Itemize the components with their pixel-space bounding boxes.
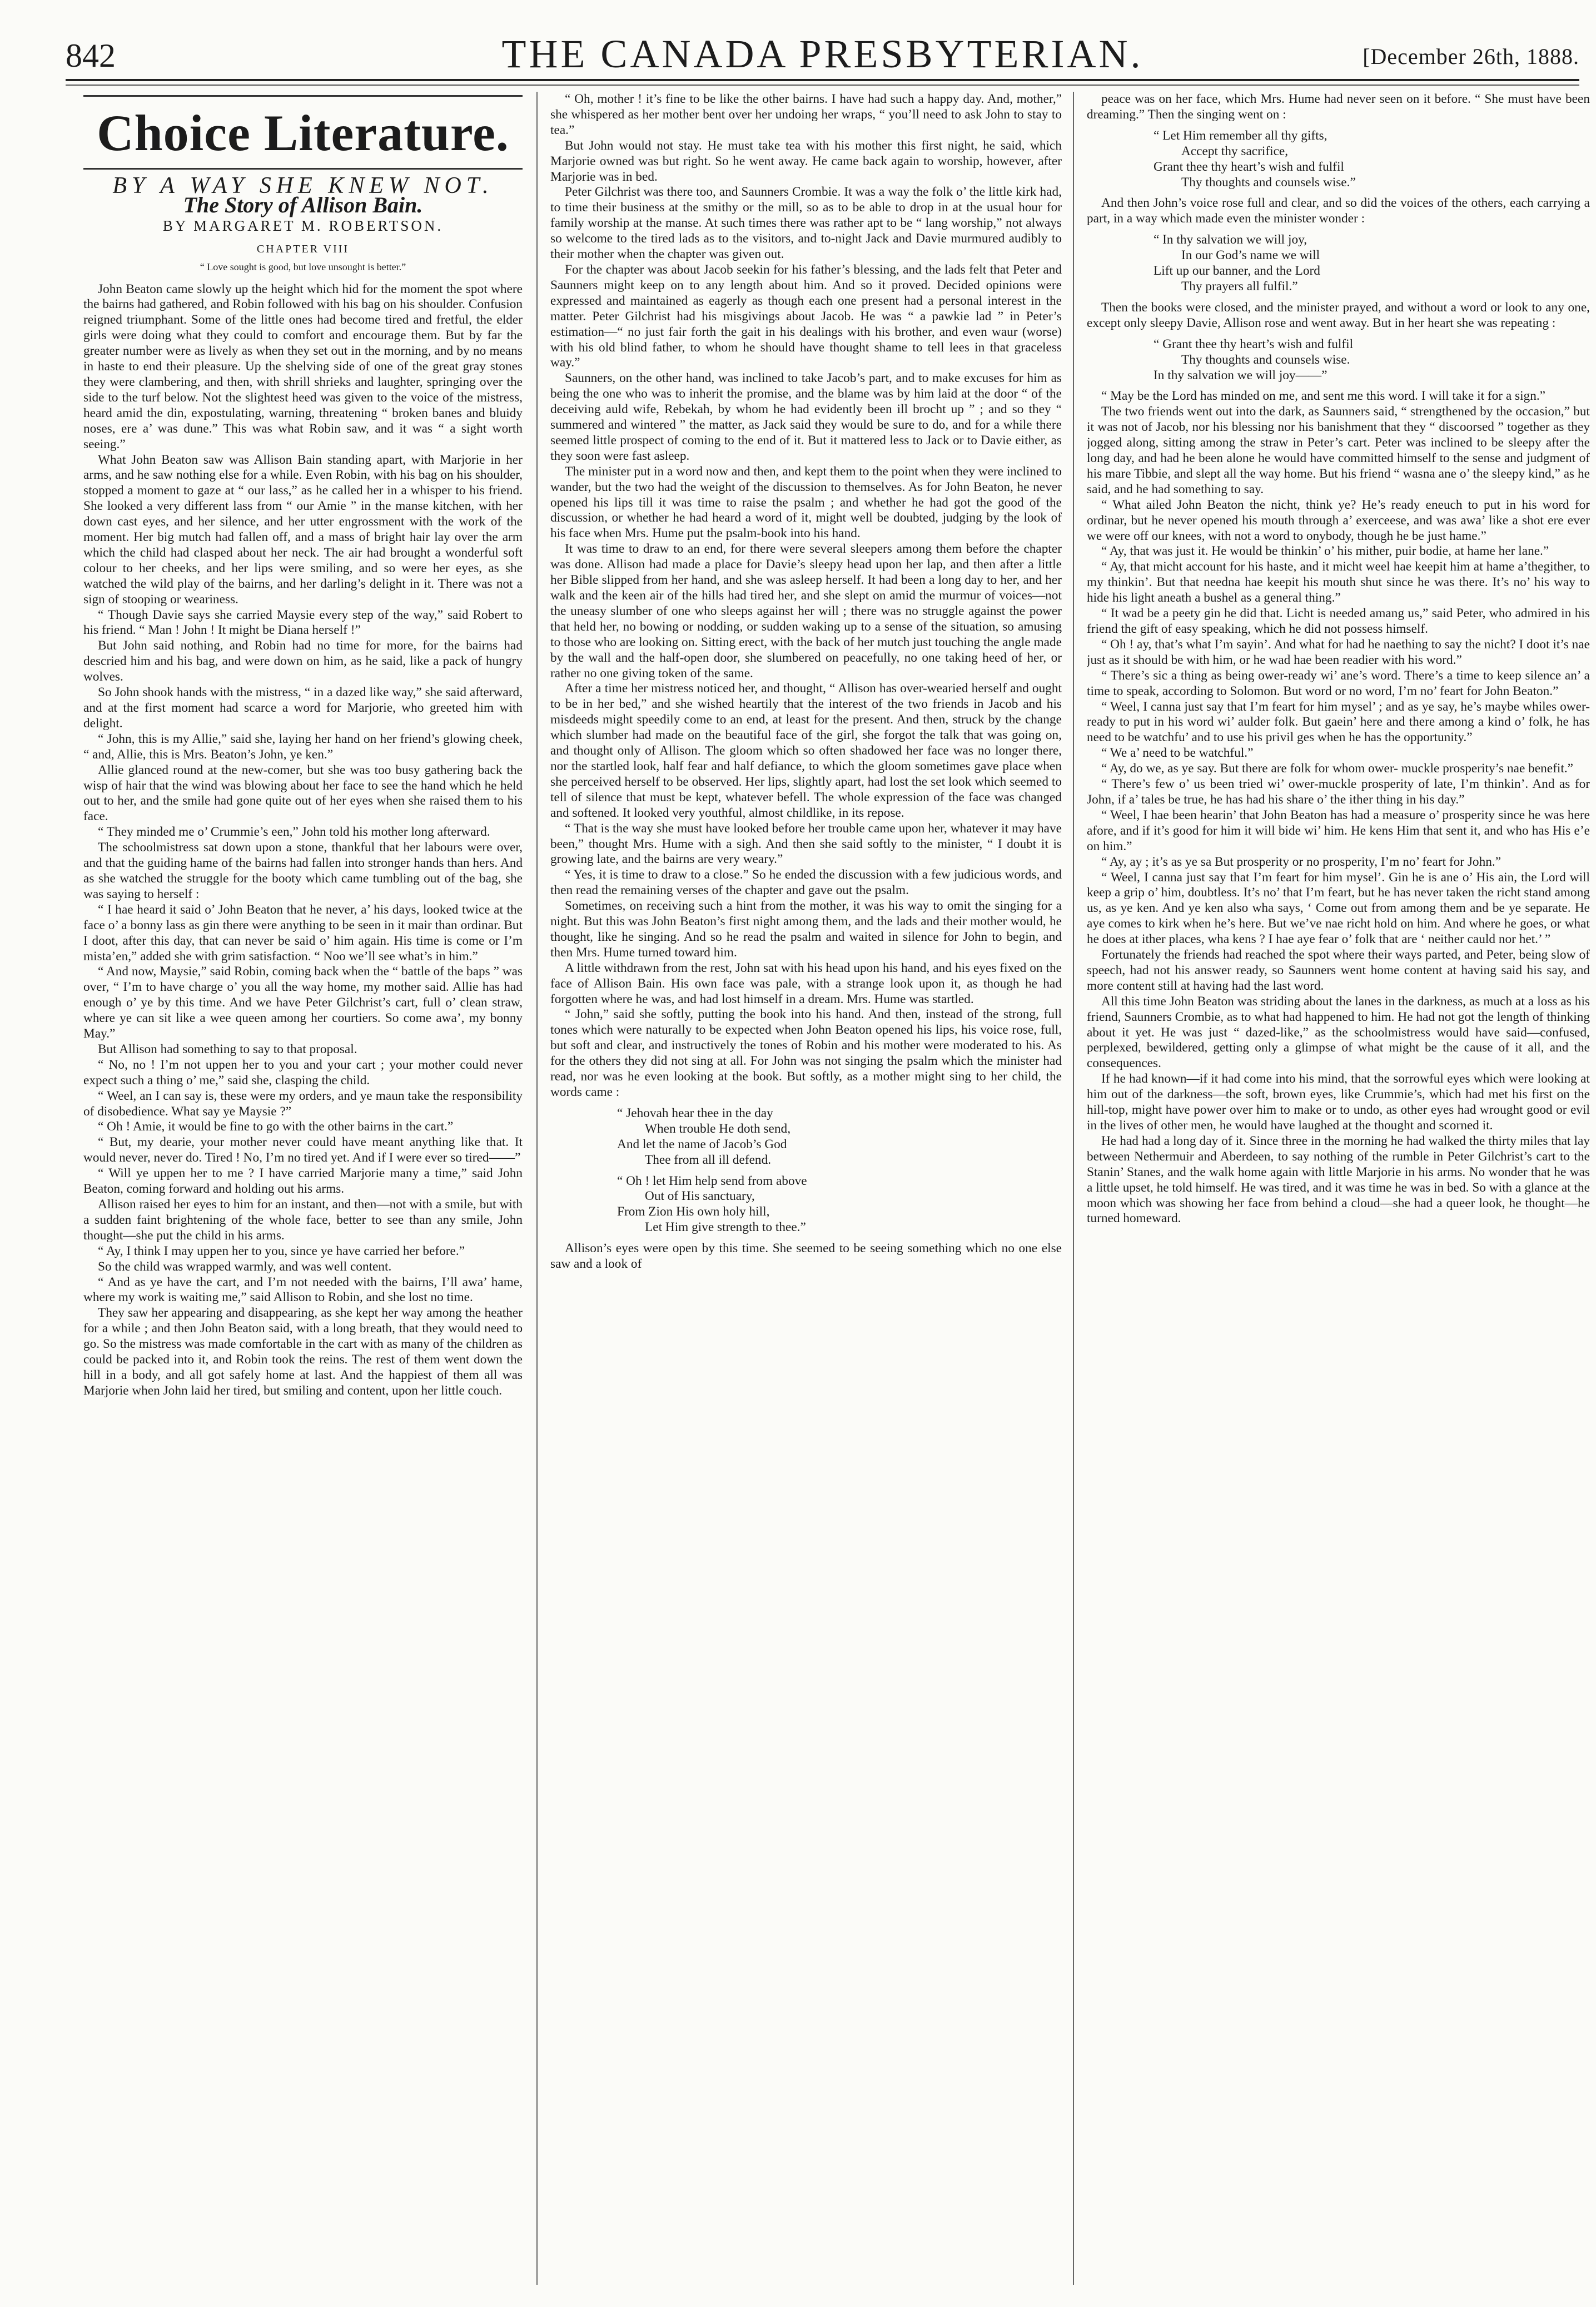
paragraph: “ Ay, that was just it. He would be thinkin’ o’ his mither, puir bodie, at hame her lane.”	[1101, 544, 1549, 559]
paragraph: “ Oh ! Amie, it would be fine to go with the other bairns in the cart.”	[98, 1119, 454, 1134]
paragraph: But John would not stay. He must take tea with his mother this first night, he said, which Marjorie owned was but right. So he went away. He came back again to worship, however, after Marjorie was in bed.	[550, 138, 1062, 184]
paragraph: “ Will ye uppen her to me ? I have carried Marjorie many a time,” said John Beaton, coming forward and holding out his arms.	[83, 1166, 523, 1197]
masthead	[66, 29, 1579, 76]
verse-line: “ Let Him remember all thy gifts,	[1154, 128, 1327, 143]
paragraph: Fortunately the friends had reached the spot where their ways parted, and Peter, being slow of speech, had not his answer ready, so Saunners went home content at having said his say, and more content still at having had the last word.	[1087, 947, 1590, 993]
verse-line: “ Oh ! let Him help send from above	[617, 1173, 807, 1188]
paragraph: What John Beaton saw was Allison Bain standing apart, with Marjorie in her arms, and he saw nothing else for a while. Even Robin, with his bag on his shoulder, stopped a moment to gaze at “ our lass,” as he called her in a whisper to his friend. She looked a very different lass from “ our Amie ” in the manse kitchen, with her down cast eyes, and her silence, and her utter engrossment with the work of the moment. Her big mutch had fallen off, and a mass of bright hair lay over the arm which the child had clasped about her neck. The air had brought a wonderful soft colour to her cheeks, and her lips were smiling, and so were her eyes, as she watched the wild play of the bairns, and her darling’s delight in it. There was not a sign of stooping or weariness.	[83, 452, 523, 607]
paragraph: Saunners, on the other hand, was inclined to take Jacob’s part, and to make excuses for him as being the one who was to inherit the promise, and the blame was by him laid at the door “ of the deceiving auld wife, Rebekah, by whom he had evidently been ill brocht up ” ; and so they “ summered and wintered ” the matter, as Jack said they would be sure to do, and for a while there seemed little prospect of coming to the end of it. But it mattered less to Jack or to Davie either, as they soon were fast asleep.	[550, 371, 1062, 463]
paragraph: “ That is the way she must have looked before her trouble came upon her, whatever it may have been,” thought Mrs. Hume with a sigh. And then she said softly to the minister, “ I doubt it is growing late, and the bairns are very weary.”	[550, 821, 1062, 867]
story-subtitle: The Story of Allison Bain.	[183, 192, 423, 217]
paragraph: Allison’s eyes were open by this time. She seemed to be seeing something which no one else saw and a look of	[550, 1241, 1062, 1272]
paragraph: So the child was wrapped warmly, and was well content.	[98, 1259, 392, 1274]
paragraph: Peter Gilchrist was there too, and Saunners Crombie. It was a way the folk o’ the little kirk had, to time their business at the smithy or the mill, so as to be able to drop in at the usual hour for family worship at the manse. At such times there was rather apt to be “ lang worship,” not always so welcome to the tired lads as to the visitors, and to-night Jack and Davie murmured audibly to their mother when the chapter was given out.	[550, 185, 1062, 262]
paragraph: “ John,” said she softly, putting the book into his hand. And then, instead of the strong, full tones which were naturally to be expected when John Beaton opened his lips, his voice rose, full, but soft and clear, and instructively the tones of Robin and his mother were moderated to his. As for the others they did not sing at all. For John was not singing the psalm which the minister had read, nor was he even looking at the book. But softly, as a mother might sing to her child, the words came :	[550, 1007, 1062, 1099]
page-number: 842	[66, 37, 116, 74]
masthead-rule-thin	[66, 85, 1579, 86]
paragraph: For the chapter was about Jacob seekin for his father’s blessing, and the lads felt that Peter and Saunners might keep on to any length about him. And so it proved. Decided opinions were expressed and maintained as eagerly as though each one present had a personal interest in the matter. Peter Gilchrist had his misgivings about Jacob. He was “ a pawkie lad ” in Peter’s estimation—“ no just fair forth the gait in his dealings with his brother, and even waur (worse) with his old blind father, to whom he should have thought shame to tell lees in that graceless way.”	[550, 262, 1062, 370]
paragraph: peace was on her face, which Mrs. Hume had never seen on it before. “ She must have been dreaming.” Then the singing went on :	[1087, 92, 1590, 122]
paragraph: “ They minded me o’ Crummie’s een,” John told his mother long afterward.	[98, 825, 490, 840]
column-text	[83, 282, 523, 1399]
verse-stanza	[1154, 232, 1590, 295]
column-text	[550, 92, 1062, 1272]
paragraph: “ John, this is my Allie,” said she, laying her hand on her friend’s glowing cheek, “ and, Allie, this is Mrs. Beaton’s John, ye ken.”	[83, 731, 523, 762]
paragraph: They saw her appearing and disappearing, as she kept her way among the heather for a while ; and then John Beaton said, with a long breath, that they would need to go. So the mistress was made comfortable in the cart with as many of the children as could be packed into it, and Robin took the reins. The rest of them went down the hill in a body, and all got safely home at last. And the happiest of them all was Marjorie when John laid her tired, but smiling and content, upon her little couch.	[83, 1306, 523, 1398]
column-divider	[536, 92, 538, 2285]
paragraph: “ Ay, that micht account for his haste, and it micht weel hae keepit him at hame a’thegither, to my thinkin’. But that needna hae keepit his mouth shut since he was there. It’s no’ his way to hide his light aneath a bushel as a general thing.”	[1087, 559, 1590, 606]
verse-line: When trouble He doth send,	[645, 1121, 791, 1136]
paragraph: “ Ay, I think I may uppen her to you, since ye have carried her before.”	[98, 1243, 465, 1258]
paragraph: So John shook hands with the mistress, “ in a dazed like way,” she said afterward, and at the first moment had scarce a word for Marjorie, who greeted him with delight.	[83, 685, 523, 731]
paragraph: But Allison had something to say to that proposal.	[98, 1041, 357, 1056]
verse-line: Accept thy sacrifice,	[1181, 143, 1289, 158]
paragraph: “ Weel, an I can say is, these were my orders, and ye maun take the responsibility of disobedience. What say ye Maysie ?”	[83, 1088, 523, 1119]
paper-title: THE CANADA PRESBYTERIAN.	[501, 32, 1143, 76]
column-1	[83, 92, 523, 2288]
paragraph: All this time John Beaton was striding about the lanes in the darkness, as much at a loss as his friend, Saunners Crombie, as to what had happened to him. He had not got the length of thinking about it yet. He was just “ dazed-like,” as the schoolmistress would have said—confused, perplexed, bewildered, getting only a glimpse of what might be the cause of it all, and the consequences.	[1087, 994, 1590, 1071]
paragraph: “ There’s few o’ us been tried wi’ ower-muckle prosperity of late, I’m thinkin’. And as for John, if a’ tales be true, he has had his share o’ the ither thing in his day.”	[1087, 777, 1590, 807]
paragraph: “ But, my dearie, your mother never could have meant anything like that. It would never, never do. Tired ! No, I’m no tired yet. And if I were ever so tired——”	[83, 1135, 523, 1165]
paragraph: “ And as ye have the cart, and I’m not needed with the bairns, I’ll awa’ hame, where my work is waiting me,” said Allison to Robin, and she lost no time.	[83, 1274, 523, 1305]
section-heading: Choice Literature.	[97, 105, 509, 161]
section-rule	[83, 95, 523, 97]
verse-stanza	[1154, 337, 1590, 384]
paragraph: And then John’s voice rose full and clear, and so did the voices of the others, each carrying a part, in a way which made even the minister wonder :	[1087, 196, 1590, 226]
verse-line: Out of His sanctuary,	[645, 1189, 755, 1204]
paragraph: A little withdrawn from the rest, John sat with his head upon his hand, and his eyes fixed on the face of Allison Bain. His own face was pale, with a strange look upon it, as though he had forgotten where he was, and had lost himself in a dream. Mrs. Hume was startled.	[550, 960, 1062, 1006]
chapter-motto: “ Love sought is good, but love unsought is better.”	[200, 261, 406, 272]
story-byline: BY MARGARET M. ROBERTSON.	[162, 217, 444, 234]
paragraph: “ It wad be a peety gin he did that. Licht is needed amang us,” said Peter, who admired in his friend the gift of easy speaking, which he did not possess himself.	[1087, 606, 1590, 636]
paragraph: “ And now, Maysie,” said Robin, coming back when the “ battle of the baps ” was over, “ I’m to have charge o’ you all the way home, my mother said. Allie has had enough o’ ye by this time. And we have Peter Gilchrist’s cart, full o’ clean straw, where ye can sit like a wee queen among her courtiers. So come awa’, my bonny May.”	[83, 964, 523, 1041]
masthead-rule	[66, 79, 1579, 81]
paragraph: “ Ay, do we, as ye say. But there are folk for whom ower- muckle prosperity’s nae benefit.”	[1101, 761, 1573, 776]
section-rule	[83, 168, 523, 170]
paragraph: “ Oh ! ay, that’s what I’m sayin’. And what for had he naething to say the nicht? I doot it’s nae just as it should be with him, or he wad hae been readier with his word.”	[1087, 637, 1590, 667]
verse-line: In our God’s name we will	[1181, 248, 1320, 263]
paragraph: “ No, no ! I’m not uppen her to you and your cart ; your mother could never expect such a thing o’ me,” said she, clasping the child.	[83, 1057, 523, 1088]
paragraph: John Beaton came slowly up the height which hid for the moment the spot where the bairns had gathered, and Robin followed with his bag on his shoulder. Confusion reigned triumphant. Some of the little ones had become tired and fretful, the elder girls were doing what they could to comfort and encourage them. But by far the greater number were as lively as when they set out in the morning, and by no means in haste to end their pleasure. Up the shelving side of one of the great gray stones they were clambering, and then, with shrill shrieks and laughter, springing over the side to the turf below. Not the slightest heed was given to the voice of the mistress, heard amid the din, expostulating, warning, threatening “ broken banes and bluidy noses, ere a’ was dune.” This was what Robin saw, and it was “ a sight worth seeing.”	[83, 281, 523, 452]
column-2	[550, 92, 1062, 2288]
story-title: BY A WAY SHE KNEW NOT.	[112, 173, 494, 199]
verse-line: And let the name of Jacob’s God	[617, 1137, 787, 1152]
verse-line: Thy thoughts and counsels wise.	[1181, 352, 1350, 367]
verse-line: “ Jehovah hear thee in the day	[617, 1105, 773, 1120]
paragraph: “ We a’ need to be watchful.”	[1101, 746, 1254, 761]
paragraph: He had had a long day of it. Since three in the morning he had walked the thirty miles that lay between Nethermuir and Aberdeen, to say nothing of the rumble in Peter Gilchrist’s cart to the Stanin’ Stanes, and the walk home again with little Marjorie in his arms. No wonder that he was a little upset, he told himself. He was tired, and it was time he was in bed. So with a glance at the moon which was showing her face from behind a cloud—she had a queer look, he thought—he turned homeward.	[1087, 1133, 1590, 1226]
paragraph: Sometimes, on receiving such a hint from the mother, it was his way to omit the singing for a night. But this was John Beaton’s first night among them, and the lads and their mother would, he thought, like he singing. And so he read the psalm and waited in silence for John to begin, and then Mrs. Hume turned toward him.	[550, 899, 1062, 960]
verse-line: Thee from all ill defend.	[645, 1152, 772, 1167]
column-3	[1087, 92, 1590, 2288]
paragraph: “ Yes, it is time to draw to a close.” So he ended the discussion with a few judicious words, and then read the remaining verses of the chapter and gave out the psalm.	[550, 867, 1062, 898]
paragraph: It was time to draw to an end, for there were several sleepers among them before the chapter was done. Allison had made a place for Davie’s sleepy head upon her lap, and then after a little her Bible slipped from her hand, and she was asleep herself. It had been a long day to her, and her walk and the keen air of the hills had tired her, and she slept on amid the murmur of voices—not the uneasy slumber of one who sleeps against her will ; there was no struggle against the power that held her, no bowing or nodding, or sudden waking up to a sense of the situation, so amusing to those who are looking on. Sitting erect, with the back of her mutch just touching the angle made by the wall and the half-open door, she slumbered on peacefully, no one taking heed of her, or rather no one giving token of the same.	[550, 542, 1062, 681]
paragraph: “ Ay, ay ; it’s as ye sa But prosperity or no prosperity, I’m no’ feart for John.”	[1101, 854, 1501, 869]
verse-line: Thy prayers all fulfil.”	[1181, 279, 1298, 294]
paragraph: Allie glanced round at the new-comer, but she was too busy gathering back the wisp of hair that the wind was blowing about her face to see the hand which he held out to her, and the smile had gone quite out of her eyes when she raised them to his face.	[83, 762, 523, 824]
paragraph: “ There’s sic a thing as being ower-ready wi’ ane’s word. There’s a time to keep silence an’ a time to speak, according to Solomon. But word or no word, I’m no’ feart for John Beaton.”	[1087, 668, 1590, 698]
paragraph: “ Weel, I canna just say that I’m feart for him mysel’ ; and as ye say, he’s maybe whiles ower-ready to put in his word wi’ aulder folk. But gaein’ here and there among a kind o’ folk, he has need to be watchfu’ and to use his privil ges when he has the opportunity.”	[1087, 699, 1590, 745]
paragraph: The two friends went out into the dark, as Saunners said, “ strengthened by the occasion,” but it was not of Jacob, nor his blessing nor his banishment that they “ discoorsed ” together as they jogged along, sitting among the straw in Peter’s cart. Peter was inclined to be sleepy after the long day, and had he been alone he would have committed himself to the sense and judgment of his mare Tibbie, and slept all the way home. But his friend “ wasna ane o’ the sleepy kind,” as he said, and he had something to say.	[1087, 404, 1590, 497]
paragraph: “ Though Davie says she carried Maysie every step of the way,” said Robert to his friend. “ Man ! John ! It might be Diana herself !”	[83, 607, 523, 638]
verse-line: Grant thee thy heart’s wish and fulfil	[1154, 159, 1344, 174]
verse-line: Let Him give strength to thee.”	[645, 1220, 806, 1235]
column-divider	[1073, 92, 1074, 2285]
paragraph: After a time her mistress noticed her, and thought, “ Allison has over-wearied herself and ought to be in her bed,” and she wished heartily that the interest of the two friends in Jacob and his misdeeds might speedily come to an end, at least for the present. And then, struck by the change which slumber had made on the beautiful face of the girl, she forgot the talk that was going on, and thought only of Allison. The gloom which so often shadowed her face was no longer there, nor the startled look, half fear and half defiance, to which the gloom sometimes gave place when she perceived herself to be observed. Her lips, slightly apart, had lost the set look which seemed to tell of silence that must be kept, whatever befell. The whole expression of the face was changed and softened. It looked very youthful, almost childlike, in its repose.	[550, 681, 1062, 820]
column-text	[1087, 92, 1590, 1227]
verse-stanza	[617, 1106, 1062, 1168]
verse-line: “ In thy salvation we will joy,	[1154, 232, 1307, 247]
verse-line: In thy salvation we will joy——”	[1154, 368, 1327, 383]
paragraph: “ Weel, I canna just say that I’m feart for him mysel’. Gin he is ane o’ His ain, the Lord will keep a grip o’ him, doubtless. It’s no’ that I’m feart, but he has never taken the richt stand among us, as ye ken. And ye ken also wha says, ‘ Come out from among them and be ye separate. He aye comes to kirk when he’s here. But we’ve nae richt hold on him. And where he goes, or what he does at ither places, wha kens ? I hae aye fear o’ folk that are ‘ neither cauld nor het.’ ”	[1087, 870, 1590, 947]
paragraph: The minister put in a word now and then, and kept them to the point when they were inclined to wander, but the two had the weight of the discussion to themselves. As for John Beaton, he never opened his lips till it was time to raise the psalm ; and whether he had got the good of the discussion, or whether he had heard a word of it, might well be doubted, judging by the look of his face when Mrs. Hume put the psalm-book into his hand.	[550, 464, 1062, 541]
paragraph: “ I hae heard it said o’ John Beaton that he never, a’ his days, looked twice at the face o’ a bonny lass as gin there were anything to be seen in it mair than ordinar. But I doot, after this day, that can never be said o’ him again. His time is come or I’m mista’en,” added she with grim satisfaction. “ Noo we’ll see what’s in him.”	[83, 902, 523, 964]
paragraph: But John said nothing, and Robin had no time for more, for the bairns had descried him and his bag, and were down on him, as he said, like a pack of hungry wolves.	[83, 638, 523, 684]
paragraph: “ Weel, I hae been hearin’ that John Beaton has had a measure o’ prosperity since he was here afore, and if it’s good for him it will bide wi’ him. He kens Him that sent it, and who has His e’e on him.”	[1087, 807, 1590, 854]
verse-stanza	[617, 1174, 1062, 1236]
issue-date: [December 26th, 1888.	[1363, 44, 1579, 69]
paragraph: If he had known—if it had come into his mind, that the sorrowful eyes which were looking at him out of the darkness—the soft, brown eyes, like Crummie’s, which had met his first on the hill-top, might have power over him to make or to undo, as other eyes had wrought good or evil in the lives of other men, he would have laughed at the thought and scorned it.	[1087, 1071, 1590, 1133]
paragraph: “ Oh, mother ! it’s fine to be like the other bairns. I have had such a happy day. And, mother,” she whispered as her mother bent over her undoing her wraps, “ you’ll need to ask John to stay to tea.”	[550, 92, 1062, 137]
verse-line: “ Grant thee thy heart’s wish and fulfil	[1154, 336, 1354, 351]
verse-line: Thy thoughts and counsels wise.”	[1181, 175, 1356, 190]
paragraph: Then the books were closed, and the minister prayed, and without a word or look to any one, except only sleepy Davie, Allison rose and went away. But in her heart she was repeating :	[1087, 300, 1590, 330]
paragraph: Allison raised her eyes to him for an instant, and then—not with a smile, but with a sudden faint brightening of the whole face, better to see than any smile, John thought—she put the child in his arms.	[83, 1197, 523, 1243]
verse-line: Lift up our banner, and the Lord	[1154, 264, 1320, 279]
chapter-heading: CHAPTER VIII	[256, 242, 350, 255]
verse-stanza	[1154, 128, 1590, 191]
paragraph: “ May be the Lord has minded on me, and sent me this word. I will take it for a sign.”	[1101, 389, 1546, 404]
verse-line: From Zion His own holy hill,	[617, 1204, 770, 1219]
paragraph: The schoolmistress sat down upon a stone, thankful that her labours were over, and that the guiding hame of the bairns had fallen into stronger hands than hers. And as she watched the struggle for the booty which came tumbling out of the bag, she was saying to herself :	[83, 840, 523, 901]
paragraph: “ What ailed John Beaton the nicht, think ye? He’s ready eneuch to put in his word for ordinar, but he never opened his mouth through a’ exerceese, and was awa’ like a shot ere ever we were off our knees, with not a word to onybody, though he be just hame.”	[1087, 497, 1590, 543]
